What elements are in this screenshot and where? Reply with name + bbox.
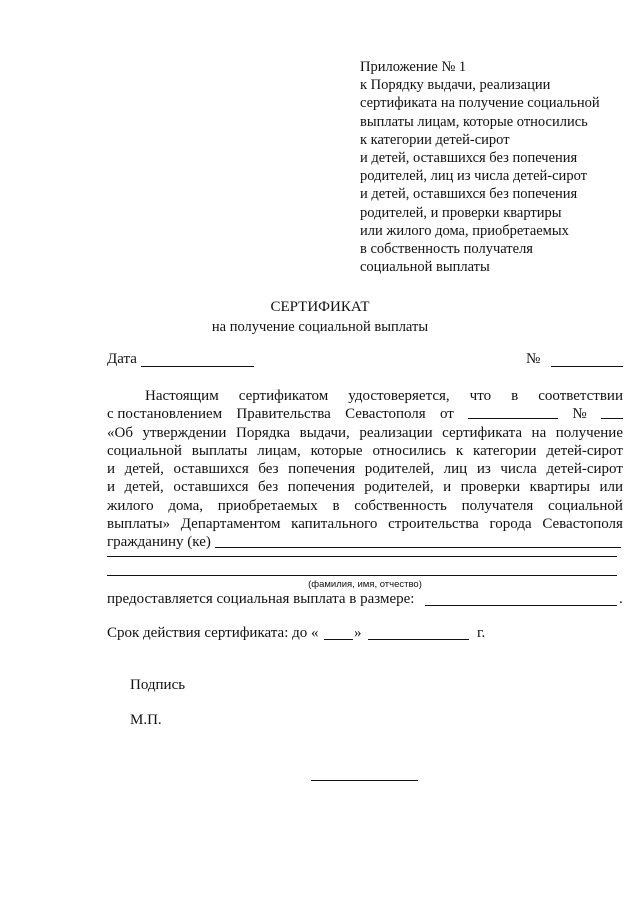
validity-label: Срок действия сертификата: до « <box>107 625 319 641</box>
validity-row <box>107 625 627 645</box>
body-word: «Об <box>107 424 133 441</box>
body-word: капитального <box>291 516 378 533</box>
body-word: что <box>469 388 492 404</box>
body-word: выдачи, <box>299 424 350 441</box>
body-line <box>107 387 623 405</box>
body-word: детей, <box>124 461 164 478</box>
date-label: Дата <box>107 351 137 367</box>
body-word: утверждении <box>142 424 227 441</box>
appendix-line: и детей, оставшихся без попечения <box>360 150 578 167</box>
body-word: детей, <box>124 479 164 496</box>
recipient-name-field[interactable] <box>215 547 621 548</box>
number-label: № <box>526 351 541 367</box>
body-word: Порядка <box>235 424 291 441</box>
body-word: категории <box>473 442 537 459</box>
body-word: социальной <box>548 497 623 514</box>
appendix-line: родителей, и проверки квартиры <box>360 204 562 221</box>
body-word: оставшихся <box>173 461 249 478</box>
recipient-name-line-3[interactable] <box>107 575 617 576</box>
body-word: реализации <box>359 424 433 441</box>
date-field[interactable] <box>141 366 254 367</box>
date-number-row <box>107 351 623 371</box>
body-word: соответствии <box>538 388 623 404</box>
footer-rule <box>311 780 418 781</box>
appendix-line: выплаты лицам, которые относились <box>360 113 588 130</box>
body-line <box>107 405 623 423</box>
body-word: № <box>572 406 587 423</box>
body-word: детей-сирот <box>546 461 623 478</box>
body-word: выплаты <box>191 442 248 459</box>
recipient-line <box>107 533 623 551</box>
body-word: социальной <box>107 442 182 459</box>
body-word: к <box>455 442 464 459</box>
validity-month-field[interactable] <box>368 639 469 640</box>
body-word: удостоверяется, <box>348 388 450 404</box>
appendix-block <box>360 58 630 276</box>
body-word: Севастополя <box>542 516 623 533</box>
body-word: Правительства <box>236 406 331 423</box>
body-word: на <box>531 424 547 441</box>
body-word: и <box>443 479 452 496</box>
stamp-label: М.П. <box>130 712 162 728</box>
validity-close-quote: » <box>354 625 362 641</box>
body-line <box>107 442 623 460</box>
body-word: числа <box>500 461 537 478</box>
body-word: родителей, <box>364 479 434 496</box>
body-word: в <box>332 497 340 514</box>
body-word: из <box>476 461 491 478</box>
body-word: попечения <box>287 479 355 496</box>
body-line <box>107 460 623 478</box>
certificate-body <box>107 387 623 552</box>
appendix-line: к Порядку выдачи, реализации <box>360 77 551 94</box>
body-word: сертификатом <box>238 388 329 404</box>
body-word: от <box>439 406 454 423</box>
resolution-date-field[interactable] <box>468 405 558 419</box>
appendix-line: в собственность получателя <box>360 241 533 258</box>
body-word: и <box>107 479 116 496</box>
body-word: в <box>511 388 519 404</box>
body-word: оставшихся <box>173 479 249 496</box>
appendix-line: Приложение № 1 <box>360 59 467 75</box>
body-word: квартиры <box>529 479 590 496</box>
validity-day-field[interactable] <box>324 639 353 640</box>
body-word: без <box>258 479 279 496</box>
body-word: или <box>599 479 623 496</box>
body-word: города <box>489 516 532 533</box>
validity-year-suffix: г. <box>477 625 486 641</box>
certificate-subtitle: на получение социальной выплаты <box>211 319 429 335</box>
body-word: лицам, <box>257 442 301 459</box>
body-word: Севастополя <box>345 406 426 423</box>
appendix-line: к категории детей-сирот <box>360 131 510 148</box>
amount-period: . <box>619 591 623 607</box>
body-word: приобретаемых <box>217 497 318 514</box>
body-word: с постановлением <box>107 406 223 423</box>
body-word: родителей, <box>364 461 435 478</box>
body-word: дома, <box>168 497 204 514</box>
body-word: строительства <box>388 516 479 533</box>
body-word: относились <box>372 442 446 459</box>
body-word: выплаты» <box>107 516 171 533</box>
amount-label: предоставляется социальная выплата в размере: <box>107 591 415 607</box>
body-word: которые <box>310 442 363 459</box>
appendix-line: социальной выплаты <box>360 259 490 276</box>
body-word: попечения <box>288 461 356 478</box>
body-word: сертификата <box>442 424 523 441</box>
body-word: проверки <box>460 479 521 496</box>
body-line <box>107 497 623 515</box>
body-word: собственность <box>354 497 447 514</box>
signature-label: Подпись <box>130 677 186 693</box>
amount-row <box>107 591 627 611</box>
body-line <box>107 515 623 533</box>
recipient-name-line-2[interactable] <box>107 556 617 557</box>
name-caption: (фамилия, имя, отчество) <box>308 579 422 590</box>
body-word: получателя <box>461 497 534 514</box>
amount-field[interactable] <box>425 605 617 606</box>
recipient-label: гражданину (ке) <box>107 534 211 551</box>
appendix-line: и детей, оставшихся без попечения <box>360 186 578 203</box>
appendix-line: родителей, лиц из числа детей-сирот <box>360 168 587 185</box>
body-word: получение <box>555 424 623 441</box>
body-word: жилого <box>107 497 154 514</box>
number-field[interactable] <box>551 366 623 367</box>
body-word: лиц <box>443 461 468 478</box>
body-line <box>107 478 623 496</box>
appendix-line: сертификата на получение социальной <box>360 95 600 112</box>
body-word: Настоящим <box>145 388 219 404</box>
resolution-number-field[interactable] <box>601 405 623 419</box>
body-word: детей-сирот <box>546 442 623 459</box>
body-line <box>107 424 623 442</box>
body-word: Департаментом <box>180 516 281 533</box>
body-word: без <box>258 461 279 478</box>
body-word: и <box>107 461 116 478</box>
certificate-title: СЕРТИФИКАТ <box>270 299 370 315</box>
appendix-line: или жилого дома, приобретаемых <box>360 222 569 239</box>
